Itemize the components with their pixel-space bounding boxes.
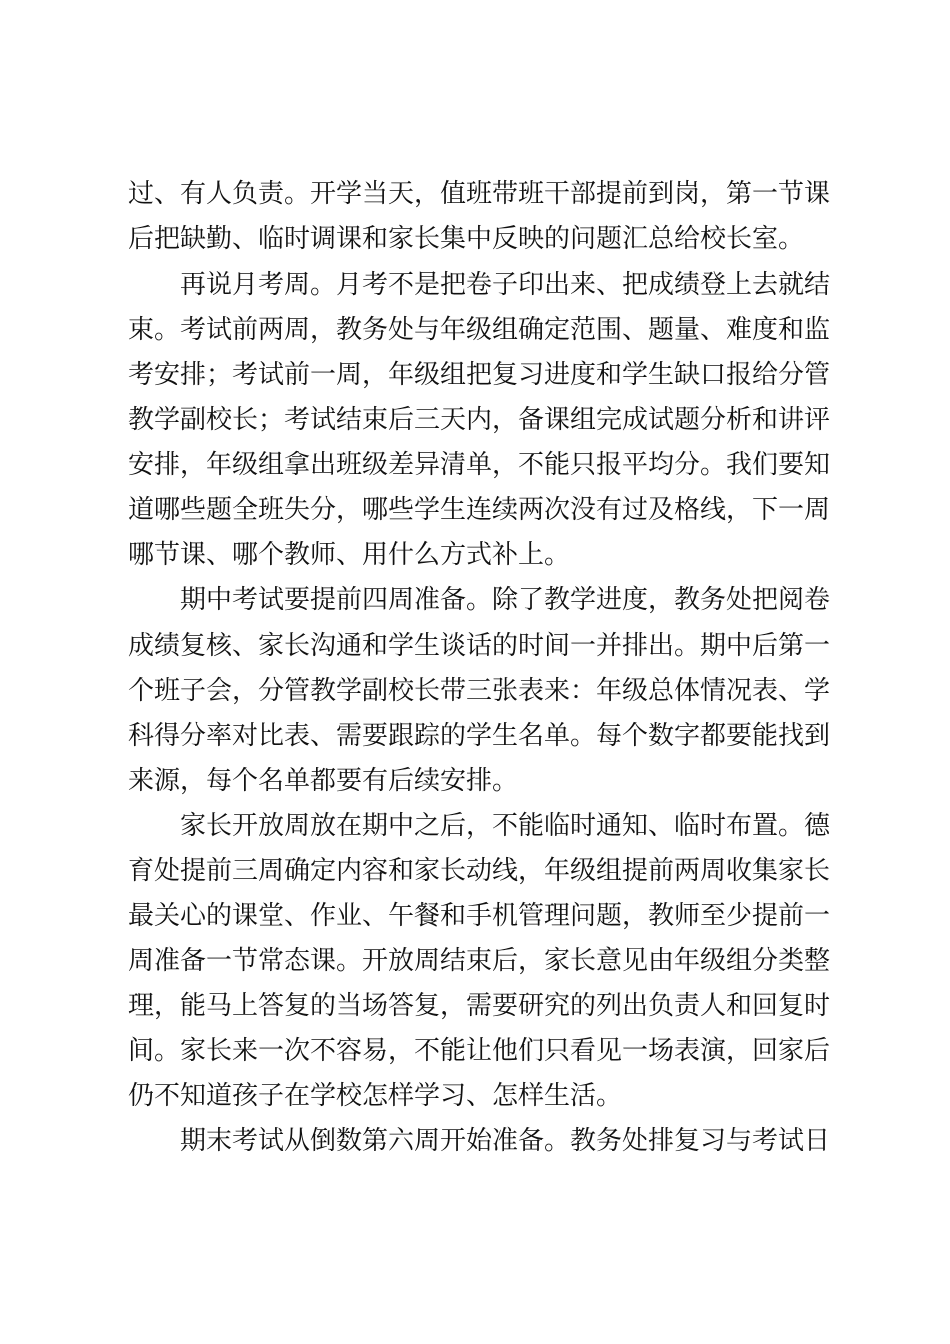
text-line-1: 过、有人负责。开学当天，值班带班干部提前到岗，第一节课	[128, 179, 831, 209]
text-line-4: 束。考试前两周，教务处与年级组确定范围、题量、难度和监	[128, 315, 831, 345]
text-line-9: 哪节课、哪个教师、用什么方式补上。	[128, 540, 571, 570]
text-line-19: 理，能马上答复的当场答复，需要研究的列出负责人和回复时	[128, 991, 831, 1021]
text-line-14: 来源，每个名单都要有后续安排。	[128, 766, 519, 796]
text-line-2: 后把缺勤、临时调课和家长集中反映的问题汇总给校长室。	[128, 224, 805, 254]
text-line-12: 个班子会，分管教学副校长带三张表来：年级总体情况表、学	[128, 676, 831, 706]
text-line-6: 教学副校长；考试结束后三天内，备课组完成试题分析和讲评	[128, 405, 831, 435]
text-line-16: 育处提前三周确定内容和家长动线，年级组提前两周收集家长	[128, 856, 831, 886]
text-line-8: 道哪些题全班失分，哪些学生连续两次没有过及格线，下一周	[128, 495, 831, 525]
paragraph-start-line: 再说月考周。月考不是把卷子印出来、把成绩登上去就结	[180, 270, 831, 300]
paragraph-start-line: 期末考试从倒数第六周开始准备。教务处排复习与考试日	[180, 1126, 831, 1156]
text-line-21: 仍不知道孩子在学校怎样学习、怎样生活。	[128, 1081, 623, 1111]
text-line-11: 成绩复核、家长沟通和学生谈话的时间一并排出。期中后第一	[128, 631, 831, 661]
text-line-5: 考安排；考试前一周，年级组把复习进度和学生缺口报给分管	[128, 360, 831, 390]
text-line-13: 科得分率对比表、需要跟踪的学生名单。每个数字都要能找到	[128, 721, 831, 751]
text-line-18: 周准备一节常态课。开放周结束后，家长意见由年级组分类整	[128, 946, 831, 976]
text-line-20: 间。家长来一次不容易，不能让他们只看见一场表演，回家后	[128, 1036, 831, 1066]
paragraph-start-line: 家长开放周放在期中之后，不能临时通知、临时布置。德	[180, 811, 831, 841]
text-line-7: 安排，年级组拿出班级差异清单，不能只报平均分。我们要知	[128, 450, 831, 480]
text-line-17: 最关心的课堂、作业、午餐和手机管理问题，教师至少提前一	[128, 901, 831, 931]
paragraph-start-line: 期中考试要提前四周准备。除了教学进度，教务处把阅卷	[180, 585, 831, 615]
